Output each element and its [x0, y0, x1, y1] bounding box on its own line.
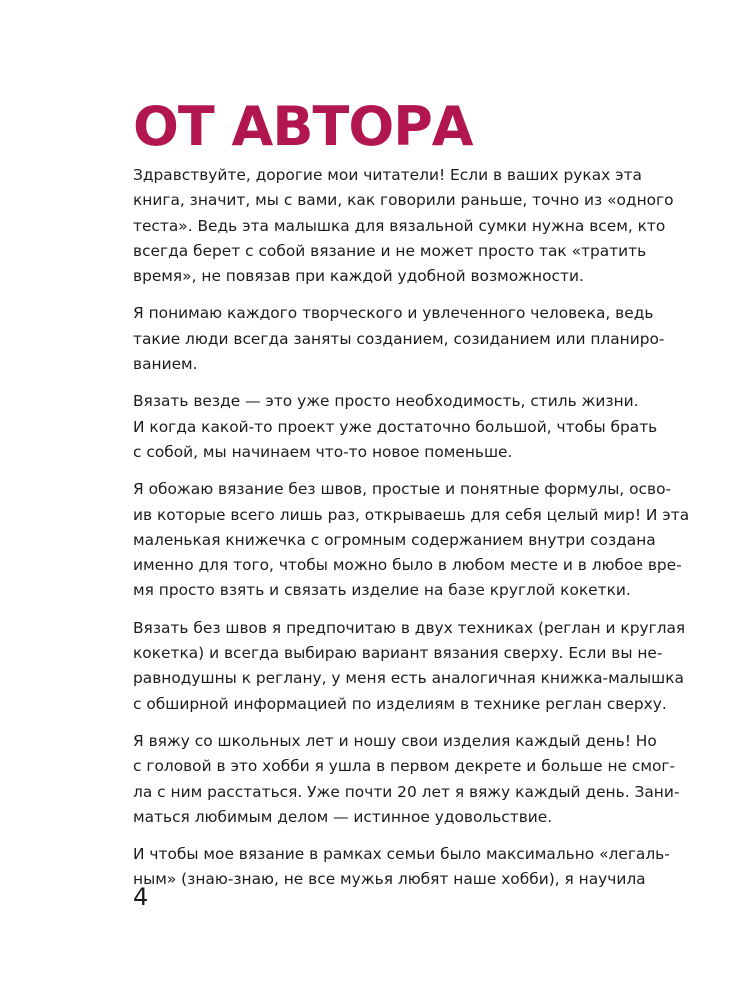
text-line: с обширной информацией по изделиям в технике реглан сверху. [133, 694, 667, 713]
text-line: Я обожаю вязание без швов, простые и понятные формулы, осво- [133, 480, 672, 499]
page-number: 4 [133, 883, 149, 911]
paragraph [133, 729, 680, 830]
text-line: именно для того, чтобы можно было в любом месте и в любое вре- [133, 556, 682, 575]
text-line: Здравствуйте, дорогие мои читатели! Если в ваших руках эта [133, 166, 642, 184]
text-line: И чтобы мое вязание в рамках семьи было максимально «легаль- [133, 845, 670, 864]
text-line: с головой в это хобби я ушла в первом декрете и больше не смог- [133, 757, 676, 776]
page-title: ОТ АВТОРА [133, 95, 473, 158]
text-line: Я понимаю каждого творческого и увлеченного человека, ведь [133, 304, 654, 323]
text-line: равнодушны к реглану, у меня есть аналогичная книжка-малышка [133, 669, 684, 688]
text-line: ным» (знаю-знаю, не все мужья любят наше хобби), я научила [133, 870, 646, 889]
text-line: ванием. [133, 355, 198, 374]
text-line: маленькая книжечка с огромным содержанием внутри создана [133, 530, 656, 549]
text-line: ив которые всего лишь раз, открываешь для себя целый мир! И эта [133, 505, 690, 524]
text-line: всегда берет с собой вязание и не может просто так «тратить [133, 241, 647, 260]
text-line: Я вяжу со школьных лет и ношу свои изделия каждый день! Но [133, 731, 657, 750]
text-line: время», не повязав при каждой удобной возможности. [133, 267, 584, 286]
text-line: ла с ним расстаться. Уже почти 20 лет я вяжу каждый день. Зани- [133, 782, 680, 801]
text-line: И когда какой-то проект уже достаточно большой, чтобы брать [133, 417, 658, 436]
paragraph [133, 842, 670, 893]
paragraph [133, 389, 658, 465]
body-text [133, 163, 690, 905]
text-line: книга, значит, мы с вами, как говорили раньше, точно из «одного [133, 191, 674, 210]
text-line: с собой, мы начинаем что-то новое поменьше. [133, 442, 513, 461]
paragraph [133, 616, 686, 717]
text-line: маться любимым делом — истинное удовольствие. [133, 807, 553, 826]
text-line: мя просто взять и связать изделие на базе круглой кокетки. [133, 581, 631, 600]
paragraph [133, 301, 665, 377]
text-line: теста». Ведь эта малышка для вязальной сумки нужна всем, кто [133, 216, 666, 235]
paragraph [133, 163, 674, 289]
text-line: такие люди всегда заняты созданием, созиданием или планиро- [133, 329, 665, 348]
text-line: Вязать везде — это уже просто необходимость, стиль жизни. [133, 392, 639, 411]
paragraph [133, 477, 690, 603]
text-line: Вязать без швов я предпочитаю в двух техниках (реглан и круглая [133, 618, 686, 637]
text-line: кокетка) и всегда выбираю вариант вязания сверху. Если вы не- [133, 644, 663, 663]
